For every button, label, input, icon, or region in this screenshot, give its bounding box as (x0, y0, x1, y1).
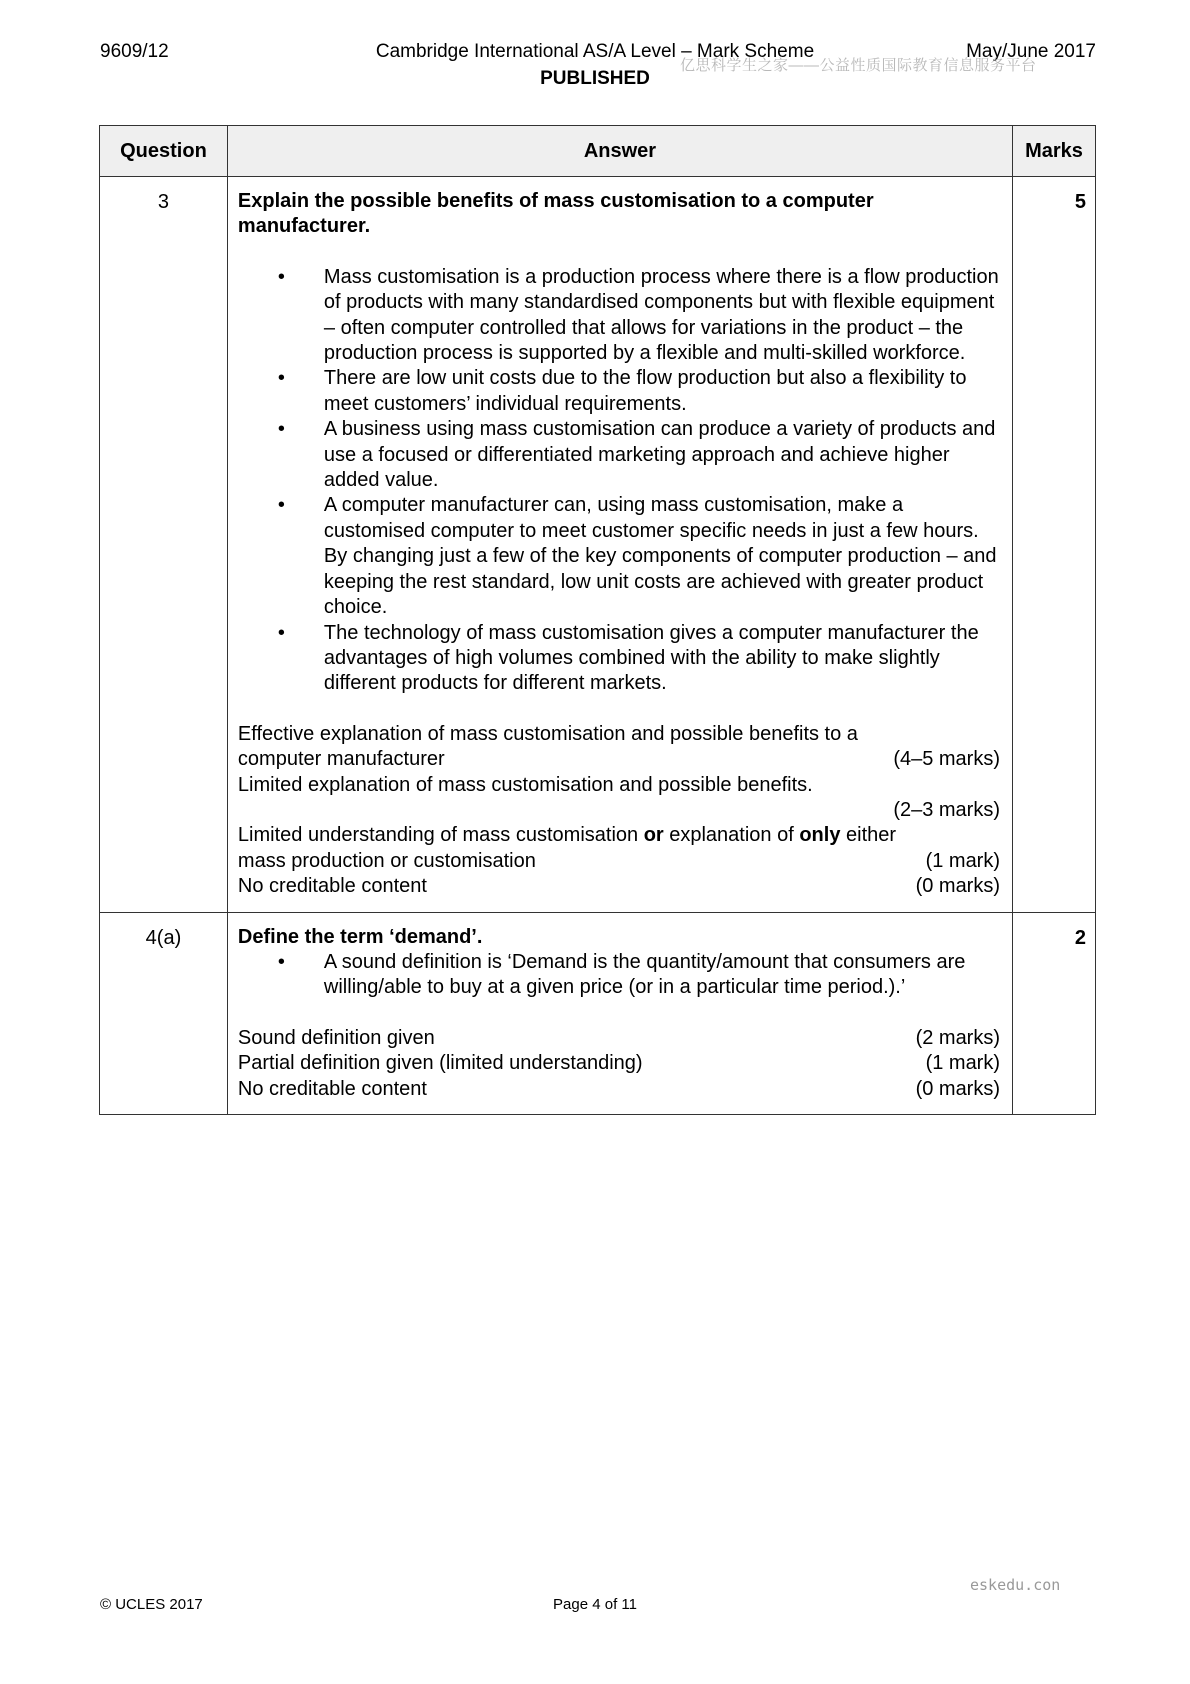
level-descriptor: Limited explanation of mass customisation and possible benefits. (237, 773, 813, 796)
table-row-q3 (100, 177, 1096, 913)
bullet-icon: • (277, 418, 285, 441)
page-number: Page 4 of 11 (553, 1596, 637, 1613)
bullet-icon: • (277, 367, 285, 390)
level-descriptor: Effective explanation of mass customisation and possible benefits to a (237, 722, 858, 745)
level-descriptor: Sound definition given (2 marks) (238, 1026, 1000, 1051)
column-header-question: Question (100, 126, 228, 177)
document-title: Cambridge International AS/A Level – Mark Scheme (375, 41, 815, 62)
question-marks: 2 (1013, 912, 1096, 1114)
table-header-row (100, 126, 1096, 177)
answer-point: • The technology of mass customisation gives a computer manufacturer the advantages of high volumes combined with the ability to make slightly different products for different markets. (277, 621, 979, 695)
watermark-text: 亿思科学生之家——公益性质国际教育信息服务平台 (680, 57, 1037, 74)
level-marks: (0 marks) (915, 875, 1001, 898)
question-marks: 5 (1013, 177, 1096, 913)
level-descriptor: computer manufacturer (4–5 marks) (238, 747, 1000, 772)
level-descriptor: mass production or customisation (1 mark) (238, 849, 1000, 874)
level-marks: (2–3 marks) (893, 798, 1001, 821)
bullet-icon: • (277, 494, 285, 517)
question-text: Define the term ‘demand’. (237, 925, 483, 948)
bullet-icon: • (277, 265, 285, 288)
level-descriptor: No creditable content (0 marks) (238, 874, 1000, 899)
column-header-answer: Answer (227, 126, 1012, 177)
bullet-icon: • (277, 621, 285, 644)
answer-point: • A business using mass customisation can produce a variety of products and use a focused or differentiated marketing approach and achieve higher added value. (277, 418, 996, 492)
level-marks: (1 mark) (925, 849, 1001, 872)
answer-point: • A computer manufacturer can, using mass customisation, make a customised computer to meet customer specific needs in just a few hours. By changing just a few of the key components of computer production – and keeping the rest standard, low unit costs are achieved with greater product choice. (277, 494, 997, 619)
question-number: 3 (100, 177, 228, 913)
published-label: PUBLISHED (540, 68, 650, 89)
answer-cell (227, 177, 1012, 913)
question-text: Explain the possible benefits of mass customisation to a computer manufacturer. (237, 190, 874, 238)
column-header-marks: Marks (1013, 126, 1096, 177)
mark-scheme-table (99, 125, 1096, 1115)
answer-point: • Mass customisation is a production process where there is a flow production of products with many standardised components but with flexible equipment – often computer controlled that allows for variations in the product – the production process is supported by a flexible and multi-skilled workforce. (277, 265, 999, 365)
paper-code: 9609/12 (100, 41, 169, 62)
answer-cell (227, 912, 1012, 1114)
bullet-icon: • (277, 950, 285, 973)
level-descriptor: No creditable content (0 marks) (238, 1077, 1000, 1102)
answer-point: • A sound definition is ‘Demand is the quantity/amount that consumers are willing/able to buy at a given price (or in a particular time period.).’ (277, 950, 966, 999)
level-descriptor: Partial definition given (limited understanding) (1 mark) (238, 1051, 1000, 1076)
table-row-q4a (100, 912, 1096, 1114)
answer-points (238, 265, 1000, 697)
question-number: 4(a) (100, 912, 228, 1114)
level-marks: (4–5 marks) (893, 748, 1001, 771)
answer-points (238, 950, 1000, 1001)
site-watermark: eskedu.con (970, 1576, 1061, 1594)
copyright-notice: © UCLES 2017 (100, 1596, 203, 1613)
exam-session: May/June 2017 (966, 41, 1096, 62)
level-marks: (2 marks) (915, 1026, 1001, 1049)
answer-point: • There are low unit costs due to the flow production but also a flexibility to meet customers’ individual requirements. (277, 367, 967, 415)
level-marks: (0 marks) (915, 1077, 1001, 1100)
level-descriptor: Limited understanding of mass customisation or explanation of only either (237, 824, 897, 847)
level-marks: (1 mark) (925, 1052, 1001, 1075)
